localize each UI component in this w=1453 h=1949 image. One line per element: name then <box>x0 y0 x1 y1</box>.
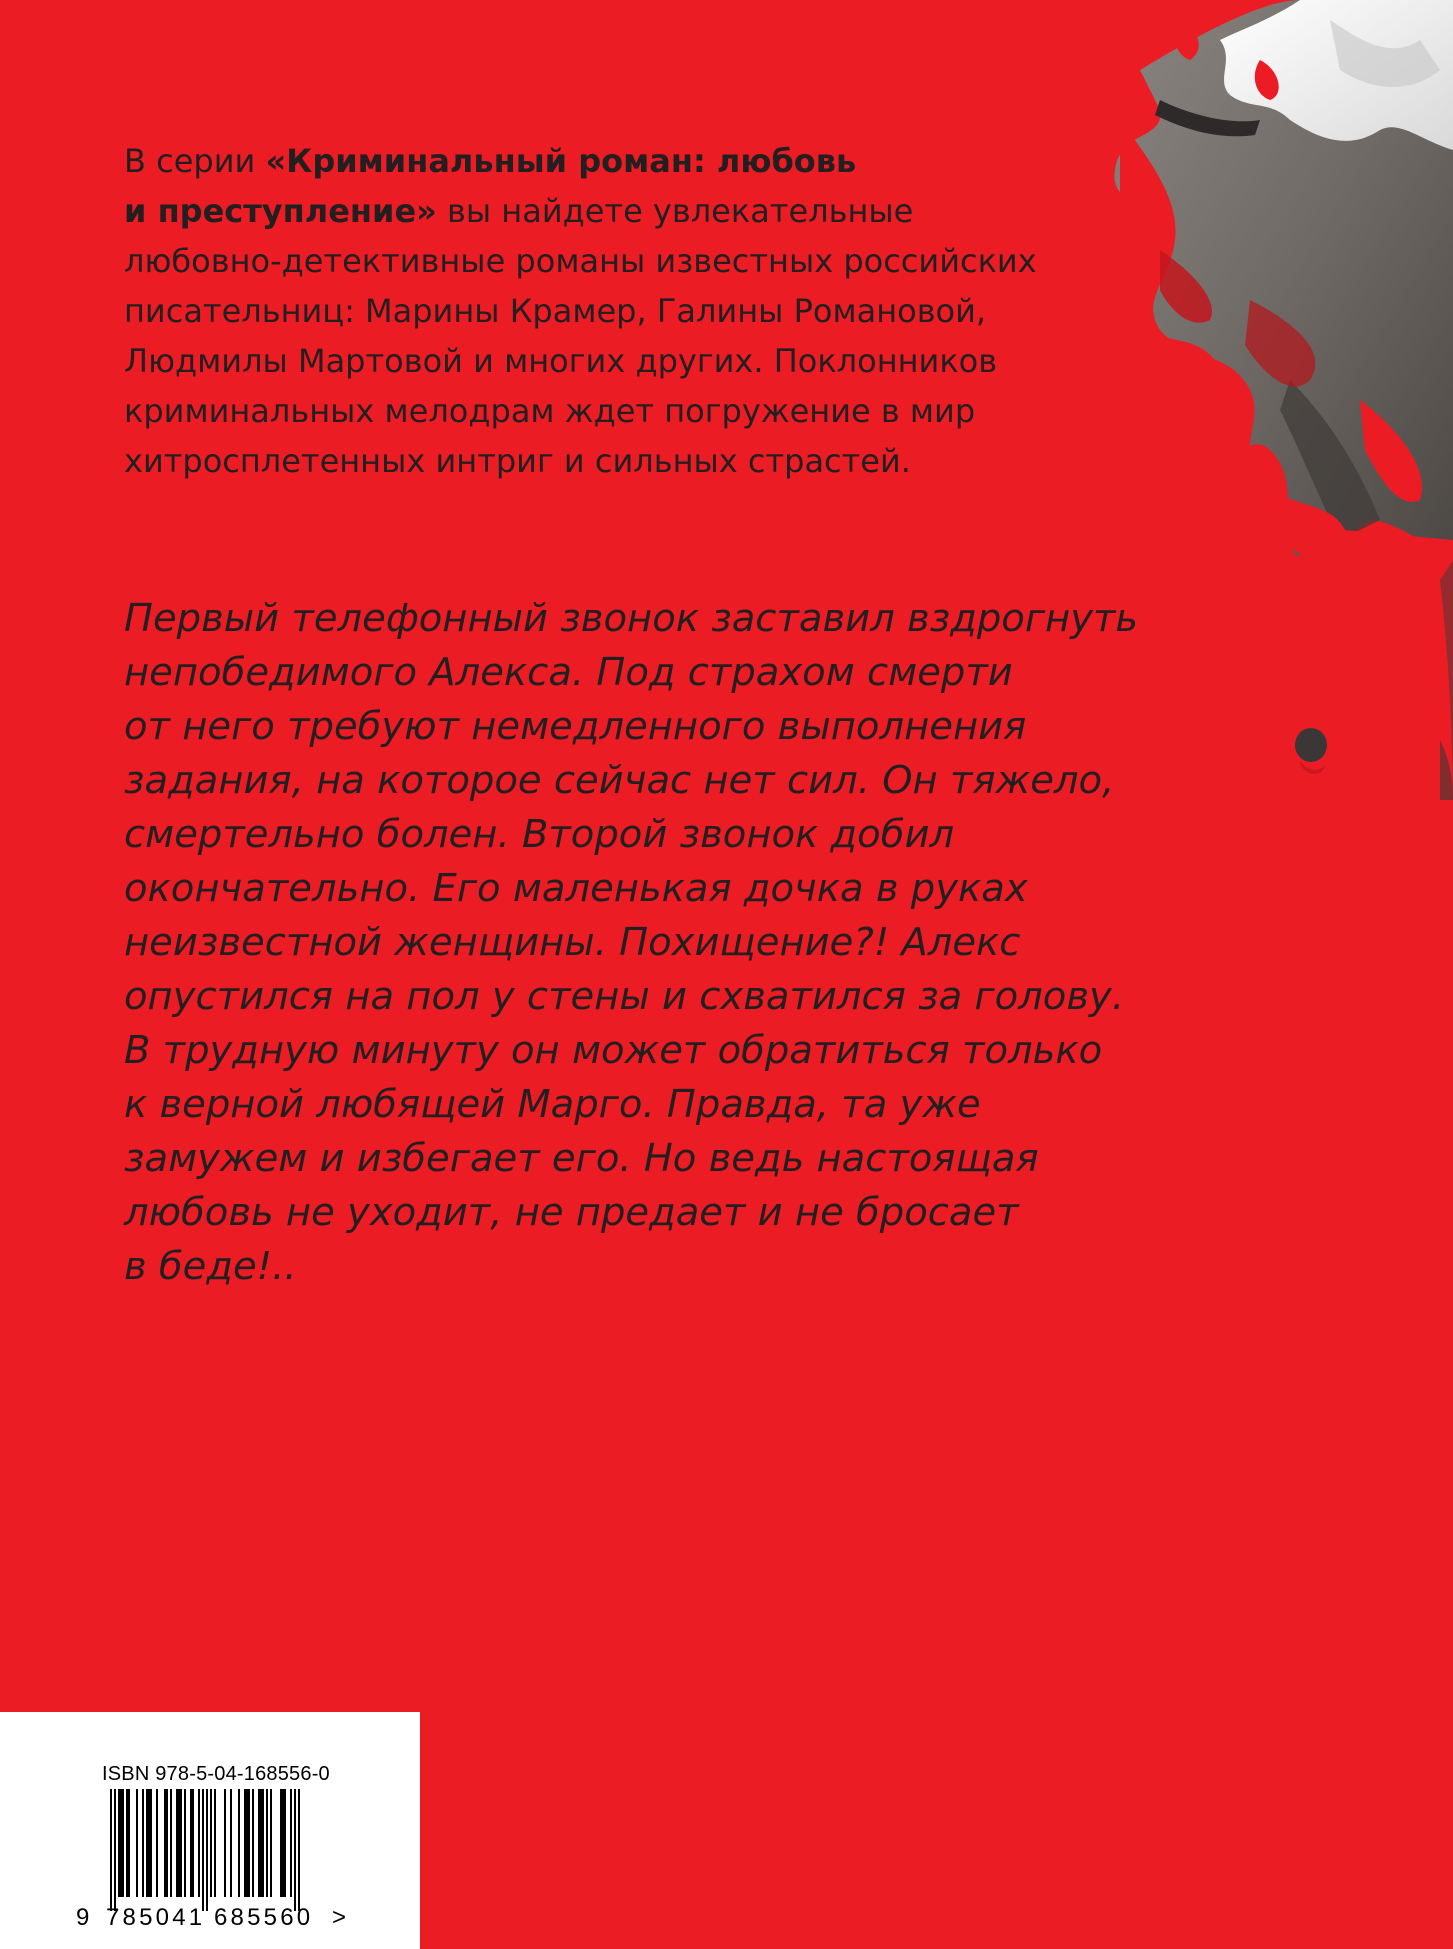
barcode-bar <box>210 1789 212 1897</box>
barcode-bar <box>114 1789 116 1911</box>
barcode-bar <box>280 1789 282 1897</box>
barcode-bar <box>192 1789 194 1897</box>
series-line-4: писательниц: Марины Крамер, Галины Романовой, <box>124 292 987 330</box>
series-line-3: любовно-детективные романы известных российских <box>124 242 1037 280</box>
annotation-line: в беде!.. <box>124 1244 297 1289</box>
barcode-bar <box>120 1789 122 1897</box>
barcode-bar <box>258 1789 260 1897</box>
annotation-line: задания, на которое сейчас нет сил. Он тяжело, <box>124 758 1115 803</box>
barcode-bar <box>282 1789 284 1897</box>
series-prefix: В серии <box>124 142 266 180</box>
barcode-bar <box>122 1789 124 1897</box>
barcode-bar <box>128 1789 130 1897</box>
barcode-bar <box>252 1789 254 1897</box>
series-title-part-1: «Криминальный роман: любовь <box>265 142 857 180</box>
annotation-line: В трудную минуту он может обратиться только <box>124 1028 1103 1073</box>
barcode-bar <box>270 1789 272 1897</box>
barcode-bar <box>284 1789 286 1897</box>
barcode-bar <box>110 1789 112 1911</box>
barcode-bar <box>126 1789 128 1897</box>
barcode-bar <box>238 1789 240 1897</box>
barcode-bar <box>184 1789 186 1897</box>
barcode-bar <box>150 1789 152 1897</box>
barcode-bar <box>290 1789 292 1897</box>
barcode-digit-end: > <box>332 1904 347 1931</box>
barcode-bar <box>202 1789 204 1911</box>
barcode-bar <box>224 1789 226 1897</box>
barcode-bar <box>166 1789 168 1897</box>
barcode-bar <box>156 1789 158 1897</box>
barcode-bar <box>198 1789 200 1897</box>
series-description <box>124 136 1124 486</box>
barcode-digits-left: 785041 <box>106 1904 206 1931</box>
series-line-6: криминальных мелодрам ждет погружение в мир <box>124 392 976 430</box>
series-line-7: хитросплетенных интриг и сильных страстей. <box>124 442 911 480</box>
barcode-bar <box>262 1789 264 1897</box>
barcode-bar <box>294 1789 296 1911</box>
barcode-bar <box>214 1789 216 1897</box>
annotation-line: непобедимого Алекса. Под страхом смерти <box>124 650 1013 695</box>
annotation-line: неизвестной женщины. Похищение?! Алекс <box>124 920 1021 965</box>
annotation-line: любовь не уходит, не предает и не бросает <box>124 1190 1019 1235</box>
series-title-part-2: и преступление» <box>124 192 437 230</box>
barcode-bar <box>190 1789 192 1897</box>
annotation-line: смертельно болен. Второй звонок добил <box>124 812 955 857</box>
isbn-label: ISBN 978-5-04-168556-0 <box>102 1763 330 1785</box>
barcode-bar <box>178 1789 180 1897</box>
annotation-line: к верной любящей Марго. Правда, та уже <box>124 1082 981 1127</box>
barcode-digit-first: 9 <box>76 1904 90 1931</box>
series-line-2-rest: вы найдете увлекательные <box>436 192 914 230</box>
barcode-bar <box>206 1789 208 1911</box>
barcode-bar <box>146 1789 148 1897</box>
barcode-bar <box>266 1789 268 1897</box>
barcode-bar <box>246 1789 248 1897</box>
barcode-bar <box>142 1789 144 1897</box>
barcode-digits-right: 685560 <box>214 1904 314 1931</box>
barcode-bar <box>248 1789 250 1897</box>
barcode-bar <box>136 1789 138 1897</box>
barcode-bar <box>164 1789 166 1897</box>
barcode-bar <box>260 1789 262 1897</box>
annotation-line: окончательно. Его маленькая дочка в руках <box>124 866 1028 911</box>
ean13-barcode-icon <box>100 1789 340 1911</box>
series-line-5: Людмилы Мартовой и многих других. Поклонников <box>124 342 998 380</box>
barcode-bar <box>244 1789 246 1897</box>
annotation-line: замужем и избегает его. Но ведь настоящая <box>124 1136 1039 1181</box>
barcode-bar <box>230 1789 232 1897</box>
barcode-bar <box>170 1789 172 1897</box>
barcode-bar <box>298 1789 300 1911</box>
barcode-bar <box>148 1789 150 1897</box>
annotation-line: Первый телефонный звонок заставил вздрогнуть <box>124 596 1139 641</box>
book-annotation <box>124 592 1144 1294</box>
annotation-line: опустился на пол у стены и схватился за голову. <box>124 974 1125 1019</box>
barcode-bar <box>118 1789 120 1897</box>
barcode-bar <box>180 1789 182 1897</box>
barcode-bar <box>176 1789 178 1897</box>
annotation-line: от него требуют немедленного выполнения <box>124 704 1027 749</box>
